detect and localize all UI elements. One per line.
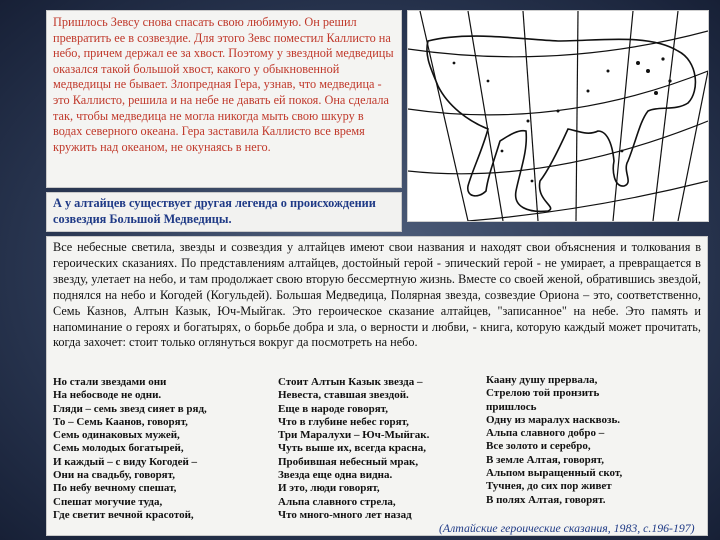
poem-line: Тучнея, до сих пор живет xyxy=(486,480,612,493)
poem-line: То – Семь Каанов, говорят, xyxy=(53,415,188,428)
grid-meridian xyxy=(613,11,633,221)
grid-meridian xyxy=(576,11,578,221)
grid-meridian xyxy=(523,11,538,221)
poem-line: Они на свадьбу, говорят, xyxy=(53,469,175,482)
poem-line: На небосводе не одни. xyxy=(53,389,162,402)
poem-line: Но стали звездами они xyxy=(53,376,167,388)
legend-paragraph: Пришлось Зевсу снова спасать свою любимую. Он решил превратить ее в созвездие. Для этого Зевс поместил Каллисто на небо, причем держал ее за хвост. Поэтому у звездной медведицы оказался такой большой хвост, какого у обыкновенной медведицы не бывает. Злопредная Гера, узнав, что медведица - это Каллисто, решила и на небе не давать ей покоя. Она сделала так, чтобы медведица не могла никогда мыть свою шкуру в водах северного океана. Гера заставила Каллисто все время кружить над океаном, не окунаясь в него. xyxy=(53,15,394,154)
legend-text-panel xyxy=(46,10,402,188)
poem-line: Альпом выращенный скот, xyxy=(486,467,623,480)
poem-line: В полях Алтая, говорят. xyxy=(486,493,606,506)
poem-line: Альпа славного стрела, xyxy=(278,495,396,508)
poem-line: Невеста, ставшая звездой. xyxy=(278,389,409,402)
poem-line: Еще в народе говорят, xyxy=(278,402,388,415)
poem-line: Пробившая небесный мрак, xyxy=(278,455,419,468)
main-paragraph: Все небесные светила, звезды и созвездия у алтайцев имеют свои названия и находят свои объяснения и толкования в героических сказаниях. По представлениям алтайцев, достойный герой - эпический герой - не умирает, а превращается в звезду, улетает на небо, и там продолжает свою вторую бессмертную жизнь. Вместе со своей женой, обратившись звездой, поднялся на небо и Когодей (Когульдей). Большая Медведица, Полярная звезда, созвездие Ориона – это, соответственно, Семь Казнов, Алтын Казык, Юч-Мыйгак. Это героическое сказание алтайцев, "записанное" на небе. Это память и напоминание о героях и богатырях, о борьбе добра и зла, о верности и любви, - книга, которую каждый может прочитать, когда захочет: стоит только оглянуться вокруг да посмотреть на небо. xyxy=(53,240,701,350)
poem-line: Звезда еще одна видна. xyxy=(278,469,393,482)
poem-line: Стрелою той пронзить xyxy=(486,387,600,400)
citation: (Алтайские героические сказания, 1983, с.196-197) xyxy=(439,521,695,535)
poem-line: Одну из маралух насквозь. xyxy=(486,413,621,426)
poem-line: Все золото и серебро, xyxy=(486,440,591,453)
poem-column-1 xyxy=(53,376,273,522)
grid-arc xyxy=(468,181,708,221)
poem-line: Что в глубине небес горят, xyxy=(278,415,409,428)
poem-line: Семь одинаковых мужей, xyxy=(53,429,180,442)
poem-line: Спешат могучие туда, xyxy=(53,495,163,508)
poem-line: Что много-много лет назад xyxy=(278,508,412,521)
poem-column-2 xyxy=(278,376,478,522)
poem-line: И это, люди говорят, xyxy=(278,482,380,495)
poem-column-3 xyxy=(486,374,706,507)
poem-line: Каану душу прервала, xyxy=(486,374,598,386)
poem-line: Где светит вечной красотой, xyxy=(53,508,194,521)
poem-line: пришлось xyxy=(486,400,537,413)
poem-line: Стоит Алтын Казык звезда – xyxy=(278,376,423,388)
poem-line: Альпа славного добро – xyxy=(486,427,605,440)
main-text-panel xyxy=(46,236,708,536)
poem-line: Гляди – семь звезд сияет в ряд, xyxy=(53,402,207,415)
ursa-major-chart-image xyxy=(408,11,708,221)
poem-line: В земле Алтая, говорят, xyxy=(486,453,604,466)
poem-line: Три Маралухи – Юч-Мыйгак. xyxy=(278,429,430,442)
poem-line: По небу вечному спешат, xyxy=(53,482,177,495)
poem-line: Чуть выше их, всегда красна, xyxy=(278,442,426,455)
poem-line: И каждый – с виду Когодей – xyxy=(53,455,198,468)
grid-arc xyxy=(408,121,708,174)
altai-legend-heading-panel xyxy=(46,192,402,232)
poem-line: Семь молодых богатырей, xyxy=(53,442,184,455)
constellation-map xyxy=(407,10,709,222)
bear-outline xyxy=(427,36,696,211)
altai-legend-heading: А у алтайцев существует другая легенда о происхождении созвездия Большой Медведицы. xyxy=(53,196,376,226)
